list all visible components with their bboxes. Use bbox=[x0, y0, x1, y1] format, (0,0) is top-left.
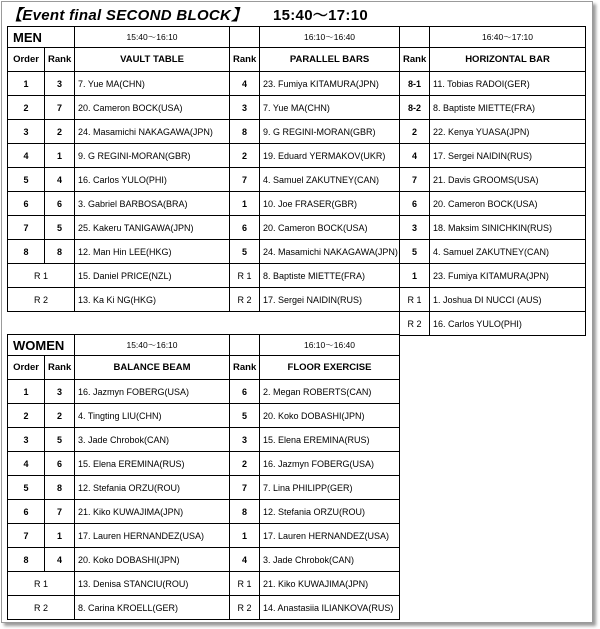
reserve-label: R 2 bbox=[400, 312, 430, 336]
athlete-cell: 7. Lina PHILIPP(GER) bbox=[260, 476, 400, 500]
rank-cell: 3 bbox=[45, 72, 75, 96]
order-header: Order bbox=[8, 48, 45, 72]
reserve-label: R 2 bbox=[230, 596, 260, 620]
athlete-row bbox=[8, 240, 400, 264]
athlete-cell: 16. Carlos YULO(PHI) bbox=[75, 168, 230, 192]
athlete-row bbox=[400, 144, 586, 168]
athlete-cell: 4. Samuel ZAKUTNEY(CAN) bbox=[430, 240, 586, 264]
rank-cell: 6 bbox=[230, 216, 260, 240]
order-cell: 3 bbox=[8, 120, 45, 144]
title-sub: SECOND BLOCK】 bbox=[105, 7, 247, 24]
reserve-label: R 1 bbox=[8, 572, 75, 596]
group-header-row bbox=[8, 27, 400, 48]
athlete-row bbox=[400, 168, 586, 192]
title-time: 15:40〜17:10 bbox=[272, 7, 368, 24]
athlete-row bbox=[400, 72, 586, 96]
athlete-cell: 12. Stefania ORZU(ROU) bbox=[260, 500, 400, 524]
athlete-row bbox=[400, 240, 586, 264]
rank-cell: 3 bbox=[230, 428, 260, 452]
blank-cell bbox=[230, 27, 260, 48]
reserve-athlete: 21. Kiko KUWAJIMA(JPN) bbox=[260, 572, 400, 596]
rank-cell: 1 bbox=[45, 144, 75, 168]
reserve-row bbox=[8, 264, 400, 288]
athlete-cell: 17. Lauren HERNANDEZ(USA) bbox=[260, 524, 400, 548]
athlete-row bbox=[8, 72, 400, 96]
athlete-cell: 16. Jazmyn FOBERG(USA) bbox=[260, 452, 400, 476]
athlete-row bbox=[8, 144, 400, 168]
order-cell: 7 bbox=[8, 216, 45, 240]
rank-cell: 2 bbox=[230, 452, 260, 476]
athlete-row bbox=[8, 476, 400, 500]
order-cell: 8 bbox=[8, 548, 45, 572]
event-time: 16:40〜17:10 bbox=[430, 27, 586, 48]
order-cell: 2 bbox=[8, 404, 45, 428]
athlete-cell: 20. Cameron BOCK(USA) bbox=[260, 216, 400, 240]
rank-cell: 8 bbox=[230, 500, 260, 524]
title-main: 【Event final bbox=[7, 7, 102, 24]
athlete-cell: 25. Kakeru TANIGAWA(JPN) bbox=[75, 216, 230, 240]
reserve-row bbox=[8, 572, 400, 596]
rank-cell: 1 bbox=[230, 524, 260, 548]
group-header-row bbox=[400, 27, 586, 48]
athlete-row bbox=[400, 216, 586, 240]
athlete-cell: 19. Eduard YERMAKOV(UKR) bbox=[260, 144, 400, 168]
reserve-row bbox=[400, 312, 586, 336]
rank-cell: 7 bbox=[400, 168, 430, 192]
rank-cell: 4 bbox=[400, 144, 430, 168]
athlete-cell: 15. Elena EREMINA(RUS) bbox=[75, 452, 230, 476]
rank-cell: 8 bbox=[230, 120, 260, 144]
reserve-athlete: 16. Carlos YULO(PHI) bbox=[430, 312, 586, 336]
athlete-cell: 9. G REGINI-MORAN(GBR) bbox=[260, 120, 400, 144]
athlete-cell: 24. Masamichi NAKAGAWA(JPN) bbox=[260, 240, 400, 264]
rank-cell: 7 bbox=[230, 476, 260, 500]
rank-cell: 1 bbox=[230, 192, 260, 216]
athlete-row bbox=[8, 524, 400, 548]
rank-cell: 1 bbox=[45, 524, 75, 548]
athlete-cell: 15. Elena EREMINA(RUS) bbox=[260, 428, 400, 452]
reserve-athlete: 14. Anastasiia ILIANKOVA(RUS) bbox=[260, 596, 400, 620]
order-header: Order bbox=[8, 356, 45, 380]
reserve-label: R 1 bbox=[8, 264, 75, 288]
rank-cell: 3 bbox=[400, 216, 430, 240]
reserve-athlete: 1. Joshua DI NUCCI (AUS) bbox=[430, 288, 586, 312]
athlete-row bbox=[8, 404, 400, 428]
rank-cell: 7 bbox=[45, 500, 75, 524]
athlete-cell: 10. Joe FRASER(GBR) bbox=[260, 192, 400, 216]
event-name: VAULT TABLE bbox=[75, 48, 230, 72]
rank-cell: 3 bbox=[230, 96, 260, 120]
athlete-cell: 23. Fumiya KITAMURA(JPN) bbox=[430, 264, 586, 288]
event-name: PARALLEL BARS bbox=[260, 48, 400, 72]
rank-cell: 4 bbox=[230, 548, 260, 572]
event-time: 16:10〜16:40 bbox=[260, 27, 400, 48]
rank-cell: 6 bbox=[45, 452, 75, 476]
rank-cell: 8 bbox=[45, 240, 75, 264]
athlete-cell: 21. Kiko KUWAJIMA(JPN) bbox=[75, 500, 230, 524]
athlete-cell: 3. Jade Chrobok(CAN) bbox=[75, 428, 230, 452]
athlete-row bbox=[8, 96, 400, 120]
athlete-cell: 16. Jazmyn FOBERG(USA) bbox=[75, 380, 230, 404]
athlete-row bbox=[8, 168, 400, 192]
rank-cell: 5 bbox=[230, 404, 260, 428]
men-hbar-table bbox=[399, 26, 586, 336]
athlete-row bbox=[400, 120, 586, 144]
athlete-cell: 22. Kenya YUASA(JPN) bbox=[430, 120, 586, 144]
order-cell: 7 bbox=[8, 524, 45, 548]
reserve-athlete: 8. Carina KROELL(GER) bbox=[75, 596, 230, 620]
order-cell: 3 bbox=[8, 428, 45, 452]
event-time: 15:40〜16:10 bbox=[75, 335, 230, 356]
reserve-row bbox=[8, 288, 400, 312]
order-cell: 4 bbox=[8, 452, 45, 476]
rank-cell: 2 bbox=[45, 404, 75, 428]
athlete-cell: 8. Baptiste MIETTE(FRA) bbox=[430, 96, 586, 120]
rank-cell: 4 bbox=[45, 168, 75, 192]
event-time: 15:40〜16:10 bbox=[75, 27, 230, 48]
athlete-cell: 7. Yue MA(CHN) bbox=[75, 72, 230, 96]
rank-header: Rank bbox=[230, 48, 260, 72]
athlete-cell: 4. Tingting LIU(CHN) bbox=[75, 404, 230, 428]
reserve-athlete: 15. Daniel PRICE(NZL) bbox=[75, 264, 230, 288]
rank-cell: 3 bbox=[45, 380, 75, 404]
reserve-athlete: 8. Baptiste MIETTE(FRA) bbox=[260, 264, 400, 288]
athlete-cell: 7. Yue MA(CHN) bbox=[260, 96, 400, 120]
athlete-cell: 9. G REGINI-MORAN(GBR) bbox=[75, 144, 230, 168]
rank-cell: 7 bbox=[230, 168, 260, 192]
athlete-cell: 24. Masamichi NAKAGAWA(JPN) bbox=[75, 120, 230, 144]
rank-cell: 7 bbox=[45, 96, 75, 120]
event-name: FLOOR EXERCISE bbox=[260, 356, 400, 380]
page-title bbox=[7, 4, 368, 25]
blank-cell bbox=[400, 27, 430, 48]
athlete-cell: 4. Samuel ZAKUTNEY(CAN) bbox=[260, 168, 400, 192]
rank-header: Rank bbox=[45, 48, 75, 72]
rank-cell: 8 bbox=[45, 476, 75, 500]
athlete-row bbox=[400, 192, 586, 216]
group-header-row bbox=[8, 335, 400, 356]
column-header-row bbox=[400, 48, 586, 72]
athlete-row bbox=[8, 548, 400, 572]
event-name: BALANCE BEAM bbox=[75, 356, 230, 380]
rank-cell: 2 bbox=[230, 144, 260, 168]
athlete-cell: 20. Koko DOBASHI(JPN) bbox=[260, 404, 400, 428]
athlete-cell: 20. Cameron BOCK(USA) bbox=[75, 96, 230, 120]
group-label: MEN bbox=[8, 27, 75, 48]
order-cell: 4 bbox=[8, 144, 45, 168]
athlete-row bbox=[8, 380, 400, 404]
athlete-row bbox=[8, 500, 400, 524]
rank-cell: 4 bbox=[230, 72, 260, 96]
column-header-row bbox=[8, 356, 400, 380]
order-cell: 1 bbox=[8, 380, 45, 404]
athlete-row bbox=[8, 452, 400, 476]
athlete-row bbox=[400, 96, 586, 120]
rank-cell: 2 bbox=[45, 120, 75, 144]
reserve-athlete: 13. Ka Ki NG(HKG) bbox=[75, 288, 230, 312]
column-header-row bbox=[8, 48, 400, 72]
rank-cell: 1 bbox=[400, 264, 430, 288]
athlete-cell: 20. Koko DOBASHI(JPN) bbox=[75, 548, 230, 572]
rank-cell: 8-1 bbox=[400, 72, 430, 96]
reserve-label: R 1 bbox=[230, 572, 260, 596]
reserve-label: R 1 bbox=[400, 288, 430, 312]
order-cell: 5 bbox=[8, 476, 45, 500]
athlete-cell: 17. Sergei NAIDIN(RUS) bbox=[430, 144, 586, 168]
athlete-cell: 23. Fumiya KITAMURA(JPN) bbox=[260, 72, 400, 96]
rank-cell: 6 bbox=[400, 192, 430, 216]
reserve-label: R 2 bbox=[8, 288, 75, 312]
rank-cell: 5 bbox=[400, 240, 430, 264]
athlete-cell: 11. Tobias RADOI(GER) bbox=[430, 72, 586, 96]
reserve-row bbox=[400, 288, 586, 312]
rank-cell: 6 bbox=[230, 380, 260, 404]
reserve-athlete: 17. Sergei NAIDIN(RUS) bbox=[260, 288, 400, 312]
reserve-label: R 2 bbox=[8, 596, 75, 620]
rank-cell: 5 bbox=[230, 240, 260, 264]
athlete-cell: 3. Jade Chrobok(CAN) bbox=[260, 548, 400, 572]
rank-cell: 8-2 bbox=[400, 96, 430, 120]
athlete-cell: 17. Lauren HERNANDEZ(USA) bbox=[75, 524, 230, 548]
rank-header: Rank bbox=[400, 48, 430, 72]
reserve-row bbox=[8, 596, 400, 620]
rank-cell: 6 bbox=[45, 192, 75, 216]
athlete-row bbox=[8, 428, 400, 452]
group-label: WOMEN bbox=[8, 335, 75, 356]
order-cell: 6 bbox=[8, 192, 45, 216]
men-vault-pbars-table bbox=[7, 26, 400, 312]
athlete-row bbox=[8, 192, 400, 216]
event-name: HORIZONTAL BAR bbox=[430, 48, 586, 72]
rank-cell: 5 bbox=[45, 428, 75, 452]
order-cell: 5 bbox=[8, 168, 45, 192]
rank-header: Rank bbox=[230, 356, 260, 380]
athlete-cell: 20. Cameron BOCK(USA) bbox=[430, 192, 586, 216]
reserve-label: R 1 bbox=[230, 264, 260, 288]
order-cell: 6 bbox=[8, 500, 45, 524]
athlete-cell: 2. Megan ROBERTS(CAN) bbox=[260, 380, 400, 404]
blank-cell bbox=[230, 335, 260, 356]
athlete-cell: 18. Maksim SINICHKIN(RUS) bbox=[430, 216, 586, 240]
athlete-row bbox=[400, 264, 586, 288]
order-cell: 1 bbox=[8, 72, 45, 96]
athlete-row bbox=[8, 216, 400, 240]
reserve-label: R 2 bbox=[230, 288, 260, 312]
reserve-athlete: 13. Denisa STANCIU(ROU) bbox=[75, 572, 230, 596]
athlete-row bbox=[8, 120, 400, 144]
rank-cell: 5 bbox=[45, 216, 75, 240]
athlete-cell: 12. Stefania ORZU(ROU) bbox=[75, 476, 230, 500]
rank-cell: 4 bbox=[45, 548, 75, 572]
athlete-cell: 12. Man Hin LEE(HKG) bbox=[75, 240, 230, 264]
rank-header: Rank bbox=[45, 356, 75, 380]
women-beam-floor-table bbox=[7, 334, 400, 620]
event-time: 16:10〜16:40 bbox=[260, 335, 400, 356]
rank-cell: 2 bbox=[400, 120, 430, 144]
athlete-cell: 21. Davis GROOMS(USA) bbox=[430, 168, 586, 192]
athlete-cell: 3. Gabriel BARBOSA(BRA) bbox=[75, 192, 230, 216]
order-cell: 8 bbox=[8, 240, 45, 264]
order-cell: 2 bbox=[8, 96, 45, 120]
